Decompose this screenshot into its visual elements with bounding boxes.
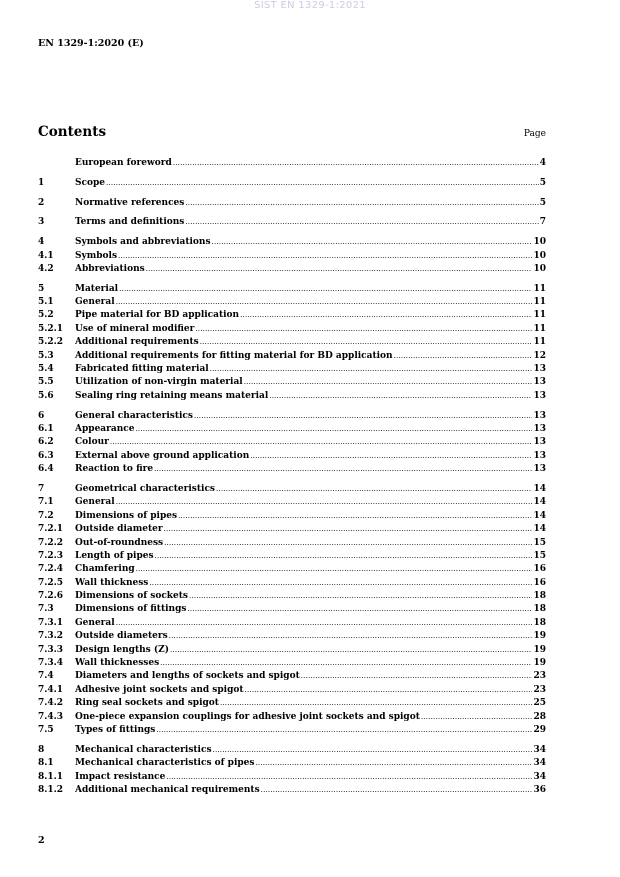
toc-entry-title: General xyxy=(75,617,115,628)
toc-entry[interactable] xyxy=(38,657,546,670)
toc-entry-page: 19 xyxy=(533,658,546,669)
toc-entry-page: 13 xyxy=(533,390,546,401)
toc-dot-leader xyxy=(210,363,533,376)
toc-entry-title: Design lengths (Z) xyxy=(75,644,169,655)
toc-dot-leader xyxy=(194,410,533,423)
toc-entry-title: External above ground application xyxy=(75,450,250,461)
toc-entry[interactable] xyxy=(38,771,546,784)
toc-entry-page: 14 xyxy=(533,510,546,521)
toc-entry[interactable] xyxy=(38,450,546,463)
toc-entry-title: Diameters and lengths of sockets and spigot xyxy=(75,671,300,682)
toc-dot-leader xyxy=(269,390,532,403)
toc-entry-number: 6.1 xyxy=(38,423,54,434)
toc-entry[interactable] xyxy=(38,157,546,170)
toc-entry-title: Terms and definitions xyxy=(75,217,185,228)
toc-entry-number: 7.3.3 xyxy=(38,644,64,655)
toc-dot-leader xyxy=(255,757,532,770)
toc-dot-leader xyxy=(154,463,532,476)
toc-dot-leader xyxy=(421,711,533,724)
toc-entry[interactable] xyxy=(38,617,546,630)
toc-entry-title: Pipe material for BD application xyxy=(75,310,240,321)
toc-entry-title: Additional requirements xyxy=(75,337,199,348)
toc-dot-leader xyxy=(185,216,538,229)
toc-dot-leader xyxy=(164,523,533,536)
toc-entry-title: Material xyxy=(75,283,119,294)
toc-entry[interactable] xyxy=(38,296,546,309)
toc-entry-title: Ring seal sockets and spigot xyxy=(75,698,219,709)
toc-dot-leader xyxy=(212,236,533,249)
toc-dot-leader xyxy=(155,550,533,563)
toc-entry-page: 18 xyxy=(533,604,546,615)
toc-dot-leader xyxy=(169,630,533,643)
toc-entry[interactable] xyxy=(38,250,546,263)
toc-dot-leader xyxy=(135,423,532,436)
toc-entry-page: 14 xyxy=(533,524,546,535)
toc-entry-page: 23 xyxy=(533,671,546,682)
toc-entry-title: Symbols and abbreviations xyxy=(75,237,211,248)
toc-entry-page: 28 xyxy=(533,711,546,722)
toc-entry-title: European foreword xyxy=(75,158,172,168)
toc-entry-number: 4 xyxy=(38,237,45,248)
toc-entry-title: Out-of-roundness xyxy=(75,537,164,548)
toc-dot-leader xyxy=(216,483,532,496)
toc-dot-leader xyxy=(245,684,533,697)
toc-entry-number: 7.2.3 xyxy=(38,550,64,561)
toc-entry-title: Dimensions of fittings xyxy=(75,604,187,615)
toc-entry[interactable] xyxy=(38,724,546,737)
toc-entry-title: Reaction to fire xyxy=(75,464,154,475)
toc-entry-title: Scope xyxy=(75,177,106,188)
toc-entry-number: 7.2.6 xyxy=(38,591,64,602)
toc-entry-title: Outside diameter xyxy=(75,524,163,535)
toc-dot-leader xyxy=(200,336,533,349)
toc-entry-title: Fabricated fitting material xyxy=(75,364,209,375)
toc-entry-number: 7.5 xyxy=(38,724,54,735)
toc-entry-page: 7 xyxy=(539,217,546,228)
toc-entry-page: 10 xyxy=(533,250,546,261)
toc-entry-number: 6.3 xyxy=(38,450,54,461)
toc-entry-title: General xyxy=(75,297,115,308)
toc-entry-page: 16 xyxy=(533,577,546,588)
toc-entry-title: Additional mechanical requirements xyxy=(75,784,260,795)
toc-entry-number: 7.3.2 xyxy=(38,631,64,642)
toc-entry-number: 7 xyxy=(38,483,45,494)
toc-entry-number: 5.5 xyxy=(38,377,54,388)
toc-entry[interactable] xyxy=(38,283,546,296)
toc-entry[interactable] xyxy=(38,376,546,389)
toc-entry-page: 10 xyxy=(533,237,546,248)
toc-entry[interactable] xyxy=(38,483,546,496)
toc-entry-title: Utilization of non-virgin material xyxy=(75,377,243,388)
toc-entry-number: 7.3.1 xyxy=(38,617,64,628)
toc-entry-title: Chamfering xyxy=(75,564,135,575)
toc-entry-page: 11 xyxy=(533,297,546,308)
toc-entry[interactable] xyxy=(38,550,546,563)
toc-entry-title: General characteristics xyxy=(75,410,193,421)
toc-entry[interactable] xyxy=(38,216,546,229)
toc-entry-page: 18 xyxy=(533,591,546,602)
toc-entry-title: Dimensions of pipes xyxy=(75,510,178,521)
toc-entry-page: 13 xyxy=(533,377,546,388)
toc-entry-title: Outside diameters xyxy=(75,631,168,642)
toc-entry-title: Geometrical characteristics xyxy=(75,483,215,494)
toc-entry[interactable] xyxy=(38,423,546,436)
toc-entry-number: 7.4.2 xyxy=(38,698,64,709)
toc-dot-leader xyxy=(220,697,533,710)
toc-entry-page: 34 xyxy=(533,771,546,782)
toc-entry-title: Impact resistance xyxy=(75,771,166,782)
toc-dot-leader xyxy=(136,563,533,576)
toc-entry-page: 5 xyxy=(539,177,546,188)
toc-dot-leader xyxy=(189,590,532,603)
toc-entry-number: 7.3.4 xyxy=(38,658,64,669)
toc-dot-leader xyxy=(106,177,539,190)
toc-entry[interactable] xyxy=(38,263,546,276)
toc-entry-number: 8.1 xyxy=(38,758,54,769)
toc-entry[interactable] xyxy=(38,496,546,509)
toc-entry[interactable] xyxy=(38,336,546,349)
toc-entry-number: 4.2 xyxy=(38,263,54,274)
toc-entry-number: 2 xyxy=(38,197,45,208)
page-number: 2 xyxy=(38,835,45,846)
toc-entry-title: Dimensions of sockets xyxy=(75,591,188,602)
toc-entry-page: 23 xyxy=(533,684,546,695)
toc-dot-leader xyxy=(301,670,533,683)
toc-dot-leader xyxy=(116,496,533,509)
toc-entry-page: 14 xyxy=(533,497,546,508)
toc-entry[interactable] xyxy=(38,744,546,757)
toc-entry-page: 13 xyxy=(533,437,546,448)
toc-entry[interactable] xyxy=(38,603,546,616)
toc-entry-title: One-piece expansion couplings for adhesive joint sockets and spigot xyxy=(75,711,420,722)
toc-entry[interactable] xyxy=(38,644,546,657)
toc-entry[interactable] xyxy=(38,523,546,536)
toc-entry-page: 19 xyxy=(533,644,546,655)
toc-entry[interactable] xyxy=(38,236,546,249)
toc-entry[interactable] xyxy=(38,363,546,376)
table-of-contents xyxy=(38,157,546,797)
watermark-text: SIST EN 1329-1:2021 xyxy=(254,0,366,11)
toc-dot-leader xyxy=(250,450,532,463)
toc-entry[interactable] xyxy=(38,350,546,363)
toc-entry-title: Wall thickness xyxy=(75,577,149,588)
toc-entry-title: Normative references xyxy=(75,197,185,208)
toc-dot-leader xyxy=(119,283,532,296)
toc-entry-title: Types of fittings xyxy=(75,724,156,735)
toc-entry-page: 36 xyxy=(533,784,546,795)
toc-entry-page: 18 xyxy=(533,617,546,628)
toc-entry-page: 5 xyxy=(539,197,546,208)
toc-entry-number: 5 xyxy=(38,283,45,294)
toc-entry-page: 19 xyxy=(533,631,546,642)
toc-entry[interactable] xyxy=(38,390,546,403)
toc-dot-leader xyxy=(160,657,532,670)
toc-dot-leader xyxy=(146,263,533,276)
toc-entry-number: 8.1.1 xyxy=(38,771,64,782)
toc-entry[interactable] xyxy=(38,670,546,683)
toc-dot-leader xyxy=(156,724,532,737)
toc-entry-number: 5.3 xyxy=(38,350,54,361)
toc-entry[interactable] xyxy=(38,537,546,550)
toc-entry-number: 7.2.1 xyxy=(38,524,64,535)
toc-entry-number: 5.6 xyxy=(38,390,54,401)
toc-entry-title: General xyxy=(75,497,115,508)
toc-entry-title: Sealing ring retaining means material xyxy=(75,390,269,401)
toc-entry-number: 5.4 xyxy=(38,364,54,375)
toc-entry-page: 13 xyxy=(533,423,546,434)
toc-entry-number: 8 xyxy=(38,744,45,755)
toc-entry[interactable] xyxy=(38,323,546,336)
toc-entry-page: 11 xyxy=(533,337,546,348)
page-column-label: Page xyxy=(523,129,546,139)
toc-dot-leader xyxy=(195,323,532,336)
toc-entry-number: 5.2 xyxy=(38,310,54,321)
toc-entry-number: 4.1 xyxy=(38,250,54,261)
toc-entry-title: Mechanical characteristics xyxy=(75,744,212,755)
toc-entry[interactable] xyxy=(38,410,546,423)
toc-entry-number: 7.1 xyxy=(38,497,54,508)
toc-entry[interactable] xyxy=(38,630,546,643)
toc-entry-page: 13 xyxy=(533,410,546,421)
toc-entry-page: 16 xyxy=(533,564,546,575)
toc-entry-number: 7.3 xyxy=(38,604,54,615)
toc-dot-leader xyxy=(116,617,533,630)
toc-entry-title: Abbreviations xyxy=(75,263,145,274)
toc-entry[interactable] xyxy=(38,563,546,576)
toc-entry-number: 5.1 xyxy=(38,297,54,308)
toc-entry[interactable] xyxy=(38,177,546,190)
toc-dot-leader xyxy=(394,350,533,363)
toc-entry-number: 5.2.1 xyxy=(38,323,64,334)
toc-entry[interactable] xyxy=(38,309,546,322)
toc-entry[interactable] xyxy=(38,711,546,724)
toc-entry-page: 29 xyxy=(533,724,546,735)
toc-entry-number: 7.4 xyxy=(38,671,54,682)
toc-entry-page: 25 xyxy=(533,698,546,709)
toc-entry-title: Colour xyxy=(75,437,109,448)
toc-dot-leader xyxy=(166,771,532,784)
toc-dot-leader xyxy=(185,197,538,210)
toc-entry[interactable] xyxy=(38,197,546,210)
toc-entry-page: 11 xyxy=(533,323,546,334)
toc-entry-page: 14 xyxy=(533,483,546,494)
toc-entry-number: 6.4 xyxy=(38,464,54,475)
toc-entry[interactable] xyxy=(38,577,546,590)
toc-entry-number: 3 xyxy=(38,217,45,228)
toc-entry-page: 11 xyxy=(533,310,546,321)
toc-entry-page: 13 xyxy=(533,364,546,375)
toc-entry-title: Appearance xyxy=(75,423,135,434)
toc-entry-number: 7.4.1 xyxy=(38,684,64,695)
toc-entry-title: Mechanical characteristics of pipes xyxy=(75,758,255,769)
document-id: EN 1329-1:2020 (E) xyxy=(38,38,144,49)
toc-dot-leader xyxy=(164,537,532,550)
toc-entry-page: 15 xyxy=(533,550,546,561)
toc-entry[interactable] xyxy=(38,510,546,523)
toc-entry[interactable] xyxy=(38,757,546,770)
toc-entry-number: 7.2.2 xyxy=(38,537,64,548)
toc-entry-title: Symbols xyxy=(75,250,118,261)
toc-dot-leader xyxy=(116,296,533,309)
toc-entry-number: 7.4.3 xyxy=(38,711,64,722)
toc-entry-number: 6 xyxy=(38,410,45,421)
toc-dot-leader xyxy=(118,250,532,263)
toc-dot-leader xyxy=(110,436,533,449)
toc-entry-title: Use of mineral modifier xyxy=(75,323,195,334)
toc-entry-page: 10 xyxy=(533,263,546,274)
toc-dot-leader xyxy=(173,157,539,170)
toc-entry-page: 13 xyxy=(533,450,546,461)
toc-entry-number: 7.2.5 xyxy=(38,577,64,588)
toc-dot-leader xyxy=(178,510,532,523)
toc-dot-leader xyxy=(149,577,532,590)
toc-entry[interactable] xyxy=(38,463,546,476)
toc-dot-leader xyxy=(240,309,532,322)
toc-entry[interactable] xyxy=(38,684,546,697)
toc-entry-number: 6.2 xyxy=(38,437,54,448)
toc-entry-page: 34 xyxy=(533,744,546,755)
toc-entry-page: 4 xyxy=(539,158,546,168)
toc-dot-leader xyxy=(261,784,533,797)
contents-heading: Contents xyxy=(38,124,107,140)
toc-entry-page: 13 xyxy=(533,464,546,475)
toc-entry-page: 15 xyxy=(533,537,546,548)
toc-dot-leader xyxy=(170,644,533,657)
toc-entry[interactable] xyxy=(38,784,546,797)
toc-entry-page: 11 xyxy=(533,283,546,294)
toc-dot-leader xyxy=(244,376,533,389)
toc-entry-title: Additional requirements for fitting material for BD application xyxy=(75,350,393,361)
toc-entry[interactable] xyxy=(38,590,546,603)
toc-entry-page: 34 xyxy=(533,758,546,769)
toc-entry[interactable] xyxy=(38,697,546,710)
toc-dot-leader xyxy=(213,744,533,757)
toc-entry-number: 5.2.2 xyxy=(38,337,64,348)
toc-entry-title: Wall thicknesses xyxy=(75,658,160,669)
toc-entry-page: 12 xyxy=(533,350,546,361)
toc-dot-leader xyxy=(187,603,532,616)
toc-entry-number: 7.2.4 xyxy=(38,564,64,575)
toc-entry-title: Length of pipes xyxy=(75,550,154,561)
toc-entry-title: Adhesive joint sockets and spigot xyxy=(75,684,244,695)
toc-entry-number: 7.2 xyxy=(38,510,54,521)
toc-entry[interactable] xyxy=(38,436,546,449)
toc-entry-number: 8.1.2 xyxy=(38,784,64,795)
toc-entry-number: 1 xyxy=(38,177,45,188)
